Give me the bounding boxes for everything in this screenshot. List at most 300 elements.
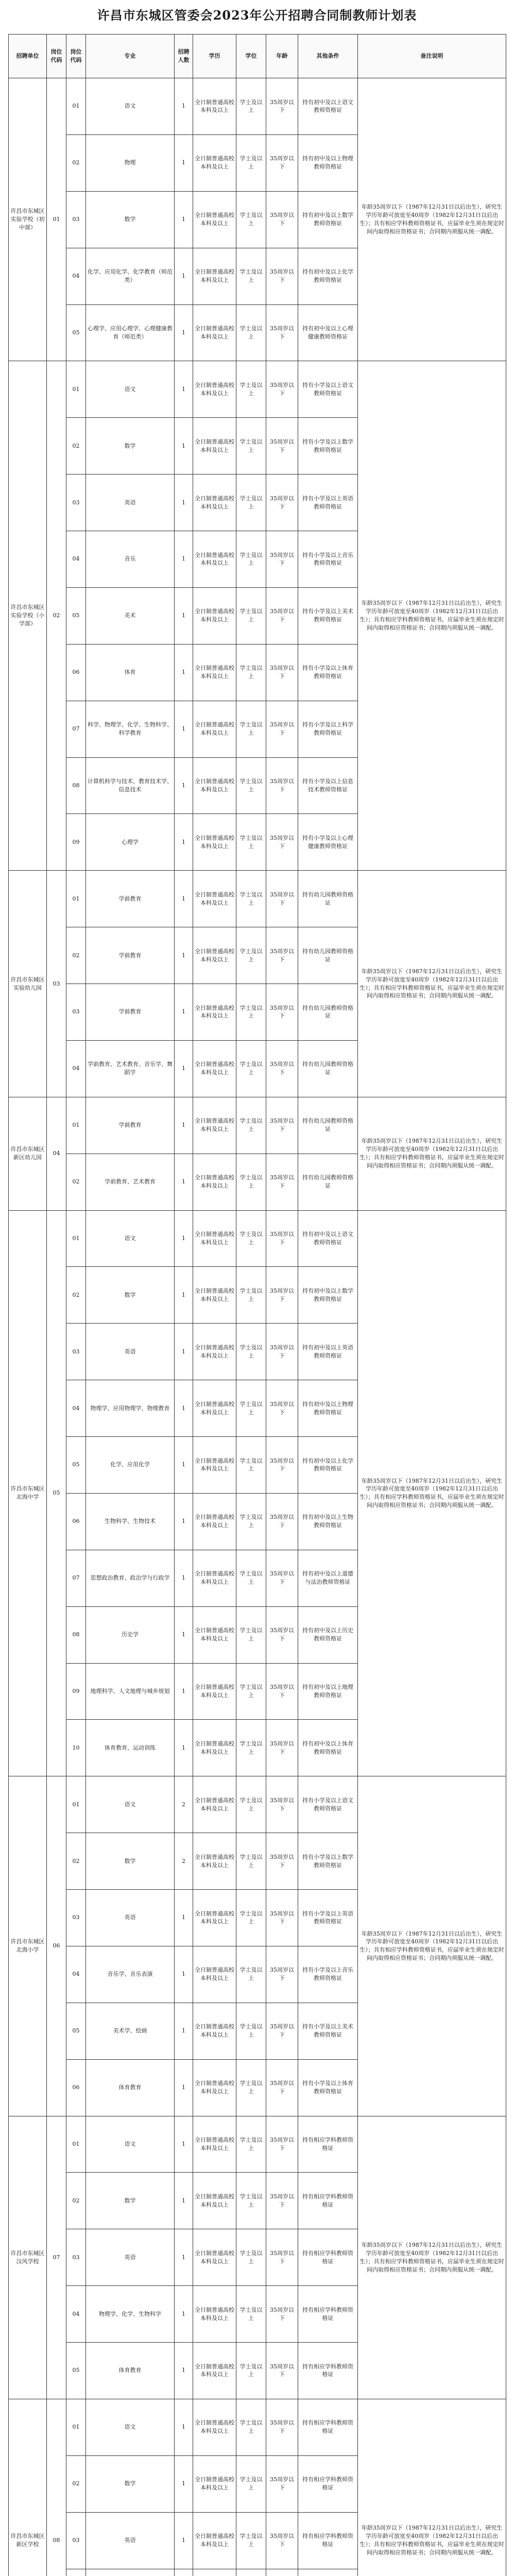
cell-count: 1 xyxy=(175,1267,193,1324)
cell-major: 体育教育 xyxy=(86,2343,175,2399)
cell-count: 1 xyxy=(175,2512,193,2569)
cell-conditions: 持有初中及以上心理健康教师资格证 xyxy=(298,304,358,361)
cell-unit-code: 04 xyxy=(47,1097,66,1210)
cell-degree: 学士及以上 xyxy=(236,2399,266,2455)
col-header: 专业 xyxy=(86,35,175,78)
cell-age: 35周岁以下 xyxy=(266,2286,298,2343)
cell-age xyxy=(266,2569,298,2576)
cell-remark: 年龄35周岁以下（1987年12月31日以后出生），研究生学历年龄可放宽至40周岁（1982年12月31日以后出生）；具有相应学科教师资格证书，应届毕业生须在规定时间内取得相应资格证书；合同期内须服从统一调配。 xyxy=(358,871,506,1097)
cell-age: 35周岁以下 xyxy=(266,2173,298,2229)
cell-education: 全日制普通高校本科及以上 xyxy=(193,757,236,814)
cell-age: 35周岁以下 xyxy=(266,1606,298,1663)
cell-education: 全日制普通高校本科及以上 xyxy=(193,1154,236,1210)
cell-education: 全日制普通高校本科及以上 xyxy=(193,871,236,927)
cell-age: 35周岁以下 xyxy=(266,701,298,757)
cell-education: 全日制普通高校本科及以上 xyxy=(193,2512,236,2569)
table-row xyxy=(9,2399,506,2455)
cell-major xyxy=(86,2569,175,2576)
cell-count: 1 xyxy=(175,1946,193,2003)
cell-count: 2 xyxy=(175,1833,193,1890)
cell-conditions: 持有小学及以上美术教师资格证 xyxy=(298,587,358,644)
cell-unit-code: 07 xyxy=(47,2116,66,2399)
cell-post-code: 01 xyxy=(66,361,86,418)
cell-age: 35周岁以下 xyxy=(266,1210,298,1267)
cell-unit-code: 02 xyxy=(47,361,66,871)
cell-major: 美术学、绘画 xyxy=(86,2003,175,2059)
cell-degree xyxy=(236,2569,266,2576)
cell-post-code: 05 xyxy=(66,1437,86,1494)
cell-count: 1 xyxy=(175,1437,193,1494)
cell-count: 1 xyxy=(175,1210,193,1267)
cell-education: 全日制普通高校本科及以上 xyxy=(193,78,236,135)
cell-post-code: 02 xyxy=(66,134,86,191)
table-header-row xyxy=(9,35,506,78)
cell-education: 全日制普通高校本科及以上 xyxy=(193,2059,236,2116)
cell-conditions: 持有相应学科教师资格证 xyxy=(298,2173,358,2229)
cell-major: 数学 xyxy=(86,418,175,474)
cell-conditions: 持有初中及以上体育教师资格证 xyxy=(298,1720,358,1776)
cell-count: 1 xyxy=(175,1324,193,1380)
cell-degree: 学士及以上 xyxy=(236,1493,266,1550)
cell-major: 英语 xyxy=(86,2229,175,2286)
cell-age: 35周岁以下 xyxy=(266,1324,298,1380)
col-header: 招聘单位 xyxy=(9,35,47,78)
cell-education: 全日制普通高校本科及以上 xyxy=(193,1210,236,1267)
cell-count: 1 xyxy=(175,2286,193,2343)
cell-degree: 学士及以上 xyxy=(236,1833,266,1890)
cell-education: 全日制普通高校本科及以上 xyxy=(193,2173,236,2229)
cell-conditions: 持有小学及以上体育教师资格证 xyxy=(298,2059,358,2116)
cell-count: 1 xyxy=(175,134,193,191)
cell-conditions: 持有初中及以上语文教师资格证 xyxy=(298,78,358,135)
cell-education xyxy=(193,2569,236,2576)
cell-count: 1 xyxy=(175,2229,193,2286)
cell-unit-code: 08 xyxy=(47,2399,66,2576)
cell-age: 35周岁以下 xyxy=(266,78,298,135)
cell-degree: 学士及以上 xyxy=(236,1550,266,1606)
cell-major: 语文 xyxy=(86,78,175,135)
table-row xyxy=(9,1210,506,1267)
cell-degree: 学士及以上 xyxy=(236,757,266,814)
cell-conditions: 持有小学及以上心理健康教师资格证 xyxy=(298,814,358,871)
cell-age: 35周岁以下 xyxy=(266,1776,298,1833)
cell-post-code: 07 xyxy=(66,701,86,757)
cell-education: 全日制普通高校本科及以上 xyxy=(193,701,236,757)
cell-conditions: 持有初中及以上道德与法治教师资格证 xyxy=(298,1550,358,1606)
cell-post-code: 02 xyxy=(66,927,86,984)
cell-education: 全日制普通高校本科及以上 xyxy=(193,304,236,361)
cell-degree: 学士及以上 xyxy=(236,1324,266,1380)
table-row xyxy=(9,1097,506,1154)
cell-post-code: 04 xyxy=(66,2286,86,2343)
col-header: 备注说明 xyxy=(358,35,506,78)
cell-conditions: 持有幼儿园教师资格证 xyxy=(298,871,358,927)
cell-conditions: 持有初中及以上化学教师资格证 xyxy=(298,248,358,304)
cell-education: 全日制普通高校本科及以上 xyxy=(193,644,236,701)
cell-degree: 学士及以上 xyxy=(236,1154,266,1210)
cell-major: 语文 xyxy=(86,2116,175,2173)
cell-unit-code: 03 xyxy=(47,871,66,1097)
cell-conditions: 持有小学及以上音乐教师资格证 xyxy=(298,531,358,588)
cell-count: 1 xyxy=(175,1720,193,1776)
cell-post-code: 03 xyxy=(66,1324,86,1380)
table-row xyxy=(9,2116,506,2173)
cell-count: 1 xyxy=(175,2455,193,2512)
cell-degree: 学士及以上 xyxy=(236,1380,266,1437)
cell-unit-code: 01 xyxy=(47,78,66,361)
cell-count: 1 xyxy=(175,1550,193,1606)
cell-post-code: 05 xyxy=(66,587,86,644)
cell-education: 全日制普通高校本科及以上 xyxy=(193,1833,236,1890)
cell-count: 1 xyxy=(175,248,193,304)
cell-age: 35周岁以下 xyxy=(266,1720,298,1776)
cell-post-code: 02 xyxy=(66,2173,86,2229)
cell-age: 35周岁以下 xyxy=(266,1437,298,1494)
cell-conditions: 持有相应学科教师资格证 xyxy=(298,2229,358,2286)
cell-major: 数学 xyxy=(86,2173,175,2229)
cell-post-code: 02 xyxy=(66,1154,86,1210)
col-header: 岗位代码 xyxy=(66,35,86,78)
cell-age: 35周岁以下 xyxy=(266,2059,298,2116)
cell-conditions: 持有小学及以上英语教师资格证 xyxy=(298,474,358,531)
cell-age: 35周岁以下 xyxy=(266,1493,298,1550)
cell-degree: 学士及以上 xyxy=(236,361,266,418)
cell-degree: 学士及以上 xyxy=(236,304,266,361)
cell-degree: 学士及以上 xyxy=(236,1890,266,1946)
cell-count: 1 xyxy=(175,2399,193,2455)
cell-post-code: 05 xyxy=(66,304,86,361)
col-header: 学位 xyxy=(236,35,266,78)
cell-age: 35周岁以下 xyxy=(266,2343,298,2399)
cell-conditions: 持有幼儿园教师资格证 xyxy=(298,1097,358,1154)
cell-degree: 学士及以上 xyxy=(236,984,266,1041)
cell-unit: 许昌市东城区实验学校（小学部） xyxy=(9,361,47,871)
cell-degree: 学士及以上 xyxy=(236,531,266,588)
cell-conditions: 持有初中及以上物理教师资格证 xyxy=(298,1380,358,1437)
cell-post-code: 09 xyxy=(66,1663,86,1720)
cell-education: 全日制普通高校本科及以上 xyxy=(193,587,236,644)
cell-major: 美术 xyxy=(86,587,175,644)
cell-degree: 学士及以上 xyxy=(236,248,266,304)
cell-post-code: 01 xyxy=(66,1776,86,1833)
cell-conditions: 持有初中及以上化学教师资格证 xyxy=(298,1437,358,1494)
cell-count: 1 xyxy=(175,757,193,814)
cell-unit: 许昌市东城区新区幼儿园 xyxy=(9,1097,47,1210)
cell-degree: 学士及以上 xyxy=(236,474,266,531)
cell-conditions: 持有初中及以上语文教师资格证 xyxy=(298,1210,358,1267)
cell-conditions: 持有小学及以上数学教师资格证 xyxy=(298,1833,358,1890)
cell-education: 全日制普通高校本科及以上 xyxy=(193,418,236,474)
col-header: 招聘人数 xyxy=(175,35,193,78)
cell-count: 1 xyxy=(175,927,193,984)
cell-education: 全日制普通高校本科及以上 xyxy=(193,2229,236,2286)
cell-count: 1 xyxy=(175,2343,193,2399)
cell-degree: 学士及以上 xyxy=(236,587,266,644)
cell-education: 全日制普通高校本科及以上 xyxy=(193,531,236,588)
table-row xyxy=(9,78,506,135)
cell-count: 1 xyxy=(175,1663,193,1720)
cell-count: 1 xyxy=(175,2003,193,2059)
cell-age: 35周岁以下 xyxy=(266,814,298,871)
cell-unit: 许昌市东城区北海中学 xyxy=(9,1210,47,1776)
cell-education: 全日制普通高校本科及以上 xyxy=(193,1324,236,1380)
cell-education: 全日制普通高校本科及以上 xyxy=(193,1663,236,1720)
cell-major: 数学 xyxy=(86,191,175,248)
cell-degree: 学士及以上 xyxy=(236,1267,266,1324)
cell-post-code: 01 xyxy=(66,1210,86,1267)
cell-age: 35周岁以下 xyxy=(266,2455,298,2512)
cell-count: 1 xyxy=(175,1606,193,1663)
cell-age: 35周岁以下 xyxy=(266,2399,298,2455)
cell-count: 1 xyxy=(175,2059,193,2116)
cell-education: 全日制普通高校本科及以上 xyxy=(193,2003,236,2059)
cell-conditions: 持有小学及以上体育教师资格证 xyxy=(298,644,358,701)
cell-degree: 学士及以上 xyxy=(236,814,266,871)
cell-major: 物理 xyxy=(86,134,175,191)
cell-major: 学前教育、艺术教育 xyxy=(86,1154,175,1210)
cell-age: 35周岁以下 xyxy=(266,1550,298,1606)
cell-unit: 许昌市东城区实验幼儿园 xyxy=(9,871,47,1097)
cell-age: 35周岁以下 xyxy=(266,1040,298,1097)
cell-conditions: 持有小学及以上语文教师资格证 xyxy=(298,1776,358,1833)
cell-degree: 学士及以上 xyxy=(236,2116,266,2173)
cell-education: 全日制普通高校本科及以上 xyxy=(193,1720,236,1776)
cell-major: 语文 xyxy=(86,1776,175,1833)
cell-degree: 学士及以上 xyxy=(236,1776,266,1833)
cell-major: 化学、应用化学、化学教育（师范类） xyxy=(86,248,175,304)
cell-post-code: 02 xyxy=(66,418,86,474)
cell-age: 35周岁以下 xyxy=(266,361,298,418)
cell-degree: 学士及以上 xyxy=(236,78,266,135)
cell-age: 35周岁以下 xyxy=(266,2512,298,2569)
cell-age: 35周岁以下 xyxy=(266,1097,298,1154)
cell-education: 全日制普通高校本科及以上 xyxy=(193,927,236,984)
cell-degree: 学士及以上 xyxy=(236,871,266,927)
cell-degree: 学士及以上 xyxy=(236,1606,266,1663)
cell-major: 计算机科学与技术、教育技术学、信息技术 xyxy=(86,757,175,814)
cell-major: 科学、物理学、化学、生物科学、科学教育 xyxy=(86,701,175,757)
cell-conditions: 持有相应学科教师资格证 xyxy=(298,2286,358,2343)
cell-major: 学前教育、艺术教育、音乐学、舞蹈学 xyxy=(86,1040,175,1097)
cell-education: 全日制普通高校本科及以上 xyxy=(193,1890,236,1946)
cell-major: 英语 xyxy=(86,2512,175,2569)
cell-post-code: 05 xyxy=(66,2003,86,2059)
cell-count: 1 xyxy=(175,191,193,248)
cell-education: 全日制普通高校本科及以上 xyxy=(193,1493,236,1550)
cell-conditions xyxy=(298,2569,358,2576)
cell-degree: 学士及以上 xyxy=(236,2343,266,2399)
cell-post-code: 01 xyxy=(66,1097,86,1154)
cell-education: 全日制普通高校本科及以上 xyxy=(193,1267,236,1324)
cell-conditions: 持有幼儿园教师资格证 xyxy=(298,1154,358,1210)
cell-count: 1 xyxy=(175,814,193,871)
cell-conditions: 持有小学及以上信息技术教师资格证 xyxy=(298,757,358,814)
cell-conditions: 持有小学及以上英语教师资格证 xyxy=(298,1890,358,1946)
cell-count: 1 xyxy=(175,531,193,588)
cell-conditions: 持有小学及以上音乐教师资格证 xyxy=(298,1946,358,2003)
cell-major: 思想政治教育、政治学与行政学 xyxy=(86,1550,175,1606)
col-header: 其他条件 xyxy=(298,35,358,78)
cell-conditions: 持有小学及以上科学教师资格证 xyxy=(298,701,358,757)
cell-degree: 学士及以上 xyxy=(236,1040,266,1097)
cell-education: 全日制普通高校本科及以上 xyxy=(193,2286,236,2343)
cell-age: 35周岁以下 xyxy=(266,984,298,1041)
cell-count: 1 xyxy=(175,587,193,644)
cell-major: 音乐学、音乐表演 xyxy=(86,1946,175,2003)
cell-major: 物理学、应用物理学、物理教育 xyxy=(86,1380,175,1437)
cell-age: 35周岁以下 xyxy=(266,1267,298,1324)
cell-post-code: 10 xyxy=(66,1720,86,1776)
cell-count: 1 xyxy=(175,871,193,927)
cell-age: 35周岁以下 xyxy=(266,1946,298,2003)
cell-major: 数学 xyxy=(86,1833,175,1890)
cell-conditions: 持有幼儿园教师资格证 xyxy=(298,984,358,1041)
cell-major: 英语 xyxy=(86,474,175,531)
cell-conditions: 持有初中及以上历史教师资格证 xyxy=(298,1606,358,1663)
cell-post-code: 01 xyxy=(66,78,86,135)
cell-degree: 学士及以上 xyxy=(236,2229,266,2286)
cell-degree: 学士及以上 xyxy=(236,2286,266,2343)
cell-major: 体育教育 xyxy=(86,2059,175,2116)
cell-age: 35周岁以下 xyxy=(266,134,298,191)
cell-conditions: 持有相应学科教师资格证 xyxy=(298,2512,358,2569)
cell-major: 数学 xyxy=(86,2455,175,2512)
cell-education: 全日制普通高校本科及以上 xyxy=(193,248,236,304)
cell-degree: 学士及以上 xyxy=(236,134,266,191)
cell-degree: 学士及以上 xyxy=(236,2455,266,2512)
cell-major: 语文 xyxy=(86,361,175,418)
cell-degree: 学士及以上 xyxy=(236,701,266,757)
cell-degree: 学士及以上 xyxy=(236,644,266,701)
cell-education: 全日制普通高校本科及以上 xyxy=(193,1946,236,2003)
cell-count: 2 xyxy=(175,1776,193,1833)
cell-major: 心理学、应用心理学、心理健康教育（师范类） xyxy=(86,304,175,361)
cell-unit: 许昌市东城区汉风学校 xyxy=(9,2116,47,2399)
cell-major: 语文 xyxy=(86,2399,175,2455)
cell-conditions: 持有幼儿园教师资格证 xyxy=(298,1040,358,1097)
cell-count: 1 xyxy=(175,474,193,531)
cell-count: 1 xyxy=(175,1040,193,1097)
cell-major: 学前教育 xyxy=(86,871,175,927)
table-body xyxy=(9,78,506,2576)
cell-education: 全日制普通高校本科及以上 xyxy=(193,1040,236,1097)
cell-post-code: 03 xyxy=(66,191,86,248)
cell-major: 英语 xyxy=(86,1890,175,1946)
cell-degree: 学士及以上 xyxy=(236,2512,266,2569)
cell-conditions: 持有相应学科教师资格证 xyxy=(298,2343,358,2399)
recruitment-plan-table xyxy=(8,34,506,2576)
cell-post-code: 02 xyxy=(66,1267,86,1324)
cell-education: 全日制普通高校本科及以上 xyxy=(193,984,236,1041)
cell-post-code: 06 xyxy=(66,1493,86,1550)
cell-age: 35周岁以下 xyxy=(266,248,298,304)
cell-post-code: 07 xyxy=(66,1550,86,1606)
cell-unit-code: 06 xyxy=(47,1776,66,2116)
table-row xyxy=(9,871,506,927)
cell-degree: 学士及以上 xyxy=(236,1097,266,1154)
cell-post-code: 03 xyxy=(66,2229,86,2286)
cell-post-code: 01 xyxy=(66,2116,86,2173)
cell-count: 1 xyxy=(175,304,193,361)
cell-conditions: 持有幼儿园教师资格证 xyxy=(298,927,358,984)
cell-remark: 年龄35周岁以下（1987年12月31日以后出生），研究生学历年龄可放宽至40周岁（1982年12月31日以后出生）；具有相应学科教师资格证书，应届毕业生须在规定时间内取得相应资格证书；合同期内须服从统一调配。 xyxy=(358,1776,506,2116)
cell-degree: 学士及以上 xyxy=(236,2173,266,2229)
cell-post-code: 04 xyxy=(66,1946,86,2003)
col-header: 年龄 xyxy=(266,35,298,78)
cell-age: 35周岁以下 xyxy=(266,2229,298,2286)
cell-age: 35周岁以下 xyxy=(266,531,298,588)
cell-remark: 年龄35周岁以下（1987年12月31日以后出生），研究生学历年龄可放宽至40周岁（1982年12月31日以后出生）；具有相应学科教师资格证书，应届毕业生须在规定时间内取得相应资格证书；合同期内须服从统一调配。 xyxy=(358,2116,506,2399)
cell-post-code: 03 xyxy=(66,474,86,531)
cell-post-code: 02 xyxy=(66,1833,86,1890)
cell-count: 1 xyxy=(175,418,193,474)
cell-education: 全日制普通高校本科及以上 xyxy=(193,2399,236,2455)
cell-degree: 学士及以上 xyxy=(236,1210,266,1267)
cell-age: 35周岁以下 xyxy=(266,1154,298,1210)
cell-post-code: 04 xyxy=(66,1040,86,1097)
cell-education: 全日制普通高校本科及以上 xyxy=(193,134,236,191)
cell-post-code: 03 xyxy=(66,984,86,1041)
cell-post-code xyxy=(66,2569,86,2576)
cell-unit-code: 05 xyxy=(47,1210,66,1776)
cell-major: 英语 xyxy=(86,1324,175,1380)
cell-post-code: 08 xyxy=(66,1606,86,1663)
cell-post-code: 09 xyxy=(66,814,86,871)
cell-remark: 年龄35周岁以下（1987年12月31日以后出生），研究生学历年龄可放宽至40周岁（1982年12月31日以后出生）；具有相应学科教师资格证书，应届毕业生须在规定时间内取得相应资格证书；合同期内须服从统一调配。 xyxy=(358,361,506,871)
cell-age: 35周岁以下 xyxy=(266,1890,298,1946)
cell-post-code: 03 xyxy=(66,2512,86,2569)
cell-unit: 许昌市东城区新区学校 xyxy=(9,2399,47,2576)
cell-age: 35周岁以下 xyxy=(266,2116,298,2173)
cell-post-code: 02 xyxy=(66,2455,86,2512)
cell-post-code: 04 xyxy=(66,248,86,304)
plan-table-wrap xyxy=(8,34,506,2576)
cell-major: 体育教育、运动训练 xyxy=(86,1720,175,1776)
cell-major: 数学 xyxy=(86,1267,175,1324)
cell-count: 1 xyxy=(175,78,193,135)
cell-major: 音乐 xyxy=(86,531,175,588)
cell-count: 1 xyxy=(175,1493,193,1550)
cell-conditions: 持有相应学科教师资格证 xyxy=(298,2399,358,2455)
cell-major: 体育 xyxy=(86,644,175,701)
cell-major: 物理学、化学、生物科学 xyxy=(86,2286,175,2343)
cell-post-code: 06 xyxy=(66,644,86,701)
cell-education: 全日制普通高校本科及以上 xyxy=(193,361,236,418)
cell-conditions: 持有初中及以上地理教师资格证 xyxy=(298,1663,358,1720)
cell-post-code: 04 xyxy=(66,1380,86,1437)
cell-age: 35周岁以下 xyxy=(266,304,298,361)
cell-conditions: 持有小学及以上数学教师资格证 xyxy=(298,418,358,474)
cell-major: 心理学 xyxy=(86,814,175,871)
cell-age: 35周岁以下 xyxy=(266,644,298,701)
cell-count: 1 xyxy=(175,1890,193,1946)
cell-education: 全日制普通高校本科及以上 xyxy=(193,1437,236,1494)
page-title: 许昌市东城区管委会2023年公开招聘合同制教师计划表 xyxy=(97,8,417,23)
cell-education: 全日制普通高校本科及以上 xyxy=(193,2116,236,2173)
cell-conditions: 持有小学及以上美术教师资格证 xyxy=(298,2003,358,2059)
cell-major: 生物科学、生物技术 xyxy=(86,1493,175,1550)
cell-degree: 学士及以上 xyxy=(236,927,266,984)
cell-remark: 年龄35周岁以下（1987年12月31日以后出生），研究生学历年龄可放宽至40周岁（1982年12月31日以后出生）；具有相应学科教师资格证书，应届毕业生须在规定时间内取得相应资格证书；合同期内须服从统一调配。 xyxy=(358,78,506,361)
cell-age: 35周岁以下 xyxy=(266,418,298,474)
cell-education: 全日制普通高校本科及以上 xyxy=(193,1776,236,1833)
cell-post-code: 04 xyxy=(66,531,86,588)
cell-age: 35周岁以下 xyxy=(266,191,298,248)
cell-degree: 学士及以上 xyxy=(236,2003,266,2059)
cell-post-code: 01 xyxy=(66,2399,86,2455)
cell-conditions: 持有初中及以上物理教师资格证 xyxy=(298,134,358,191)
cell-conditions: 持有小学及以上语文教师资格证 xyxy=(298,361,358,418)
